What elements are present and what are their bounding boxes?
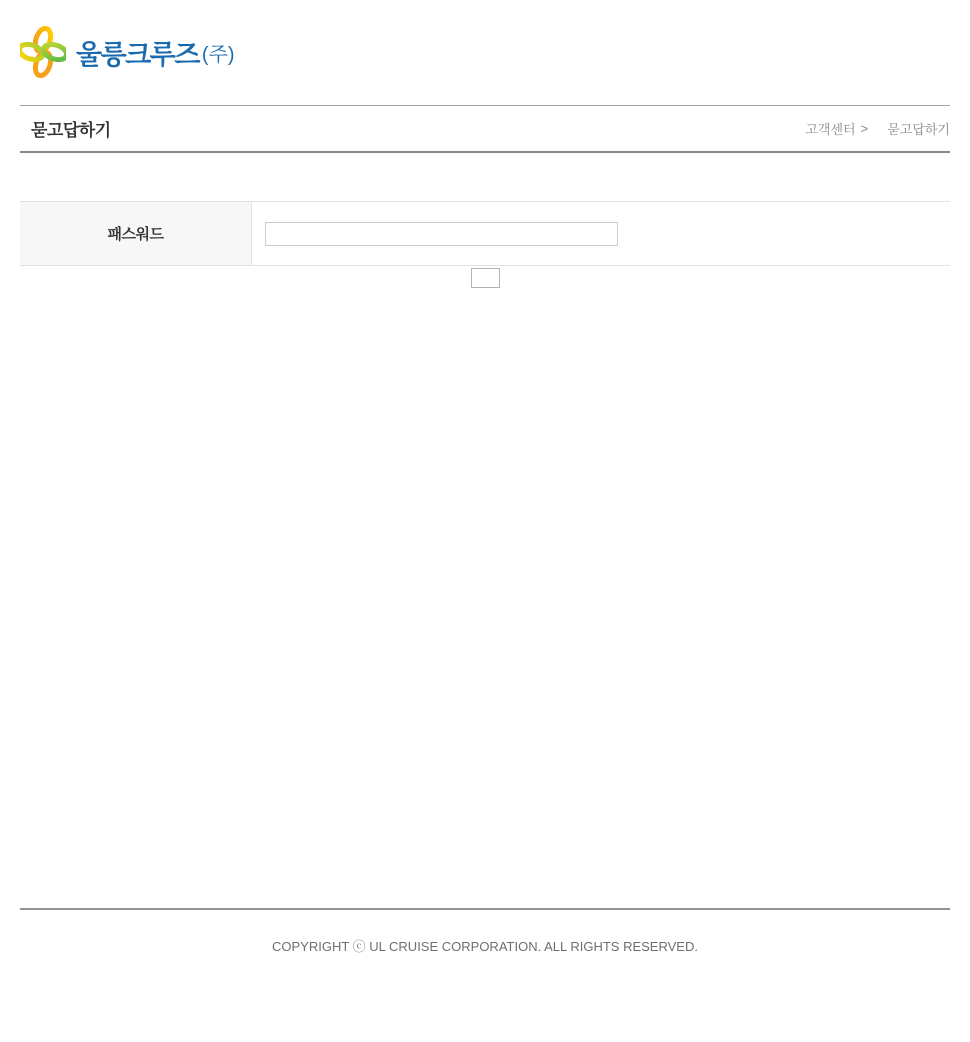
submit-row: [20, 268, 950, 288]
breadcrumb-separator: >: [860, 121, 869, 136]
logo-company-suffix: (주): [201, 43, 235, 66]
breadcrumb-current: 묻고답하기: [887, 122, 950, 137]
site-header: [20, 0, 950, 78]
breadcrumb: [805, 119, 950, 138]
password-input-cell: [252, 202, 950, 265]
submit-button[interactable]: [471, 268, 500, 288]
logo-company-name: 울릉크루즈: [76, 39, 199, 70]
page-title: 묻고답하기: [31, 121, 111, 140]
password-input[interactable]: [265, 222, 618, 246]
logo[interactable]: [20, 26, 235, 78]
copyright-text: COPYRIGHT ⓒ UL CRUISE CORPORATION. ALL RIGHTS RESERVED.: [272, 939, 698, 954]
password-form-table: [20, 201, 950, 266]
site-footer: [20, 908, 950, 955]
page-title-bar: [20, 105, 950, 153]
ribbon-flower-icon: [20, 26, 66, 78]
password-label: 패스워드: [20, 202, 252, 265]
breadcrumb-parent-link[interactable]: 고객센터: [805, 122, 856, 137]
